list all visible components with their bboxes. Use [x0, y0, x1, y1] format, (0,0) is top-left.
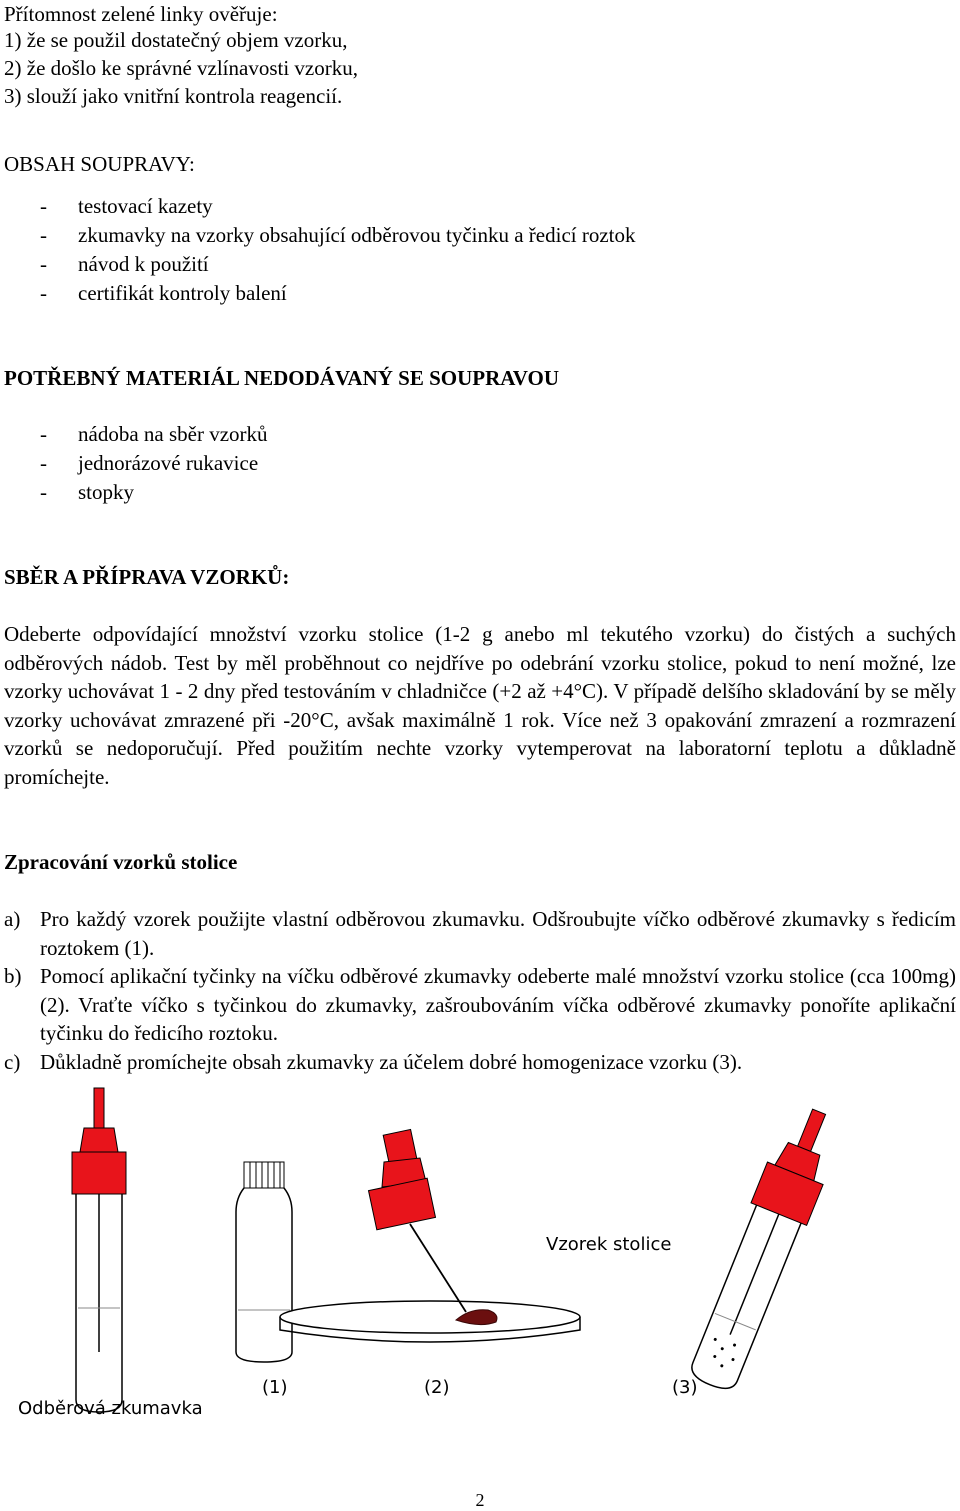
- tube-caption: Odběrová zkumavka: [18, 1398, 203, 1419]
- list-bullet: -: [40, 281, 47, 305]
- list-bullet: -: [40, 194, 47, 218]
- step-label: c): [4, 1050, 21, 1074]
- intro-line-4: 3) slouží jako vnitřní kontrola reagencií.: [4, 84, 343, 108]
- collection-tube-illustration: [72, 1088, 126, 1412]
- sample-caption: Vzorek stolice: [546, 1234, 672, 1255]
- kit-item: návod k použití: [78, 252, 209, 276]
- applicator-cap-illustration: [368, 1129, 466, 1312]
- processing-heading: Zpracování vzorků stolice: [4, 850, 238, 874]
- materials-item: stopky: [78, 480, 135, 504]
- kit-heading: OBSAH SOUPRAVY:: [4, 152, 195, 176]
- list-bullet: -: [40, 480, 47, 504]
- kit-item: testovací kazety: [78, 194, 213, 218]
- step-text: Pomocí aplikační tyčinky na víčku odběrové zkumavky odeberte malé množství vzorku stolice (cca 100mg) (2). Vraťte víčko s tyčinkou do zkumavky, zašroubováním víčka odběrové zkumavky ponoříte aplikační tyčinku do ředicího roztoku.: [40, 964, 956, 1046]
- kit-item: zkumavky na vzorky obsahující odběrovou tyčinku a ředicí roztok: [78, 223, 636, 247]
- materials-item: jednorázové rukavice: [78, 451, 259, 475]
- intro-line-1: Přítomnost zelené linky ověřuje:: [4, 2, 278, 26]
- kit-item: certifikát kontroly balení: [78, 281, 287, 305]
- step-text: Pro každý vzorek použijte vlastní odběrovou zkumavku. Odšroubujte víčko odběrové zkumavky s ředicím roztokem (1).: [40, 907, 956, 960]
- intro-line-2: 1) že se použil dostatečný objem vzorku,: [4, 28, 348, 52]
- step-label: a): [4, 907, 21, 931]
- mixing-tube-illustration: [682, 1101, 848, 1396]
- figure-label-3: (3): [672, 1377, 698, 1398]
- page-number: 2: [475, 1490, 485, 1510]
- procedure-figure: [0, 1082, 960, 1427]
- step-a: [4, 905, 956, 962]
- list-bullet: -: [40, 223, 47, 247]
- list-bullet: -: [40, 422, 47, 446]
- figure-label-1: (1): [262, 1377, 288, 1398]
- intro-line-3: 2) že došlo ke správné vzlínavosti vzorku,: [4, 56, 358, 80]
- list-bullet: -: [40, 252, 47, 276]
- materials-heading: POTŘEBNÝ MATERIÁL NEDODÁVANÝ SE SOUPRAVOU: [4, 366, 559, 390]
- step-text: Důkladně promíchejte obsah zkumavky za účelem dobré homogenizace vzorku (3).: [40, 1050, 743, 1074]
- collection-paragraph: Odeberte odpovídající množství vzorku stolice (1-2 g anebo ml tekutého vzorku) do čistých a suchých odběrových nádob. Test by měl proběhnout co nejdříve po odebrání vzorku stolice, pokud to není možné, lze vzorky uchovávat 1 - 2 dny před testováním v chladničce (+2 až +4°C). V případě delšího skladování by se měly vzorky uchovávat zmrazené při -20°C, avšak maximálně 1 rok. Více než 3 opakování zmrazení a rozmrazení vzorků se nedoporučují. Před použitím nechte vzorky vytemperovat na laboratorní teplotu a důkladně promíchejte.: [4, 622, 956, 789]
- procedure-illustration: [0, 1082, 960, 1427]
- step-label: b): [4, 964, 22, 988]
- list-bullet: -: [40, 451, 47, 475]
- figure-label-2: (2): [424, 1377, 450, 1398]
- collection-heading: SBĚR A PŘÍPRAVA VZORKŮ:: [4, 565, 290, 589]
- step-b: [4, 962, 956, 1048]
- open-tube-illustration: [236, 1162, 292, 1362]
- step-c: [4, 1048, 956, 1077]
- materials-item: nádoba na sběr vzorků: [78, 422, 268, 446]
- petri-dish-illustration: [280, 1301, 580, 1342]
